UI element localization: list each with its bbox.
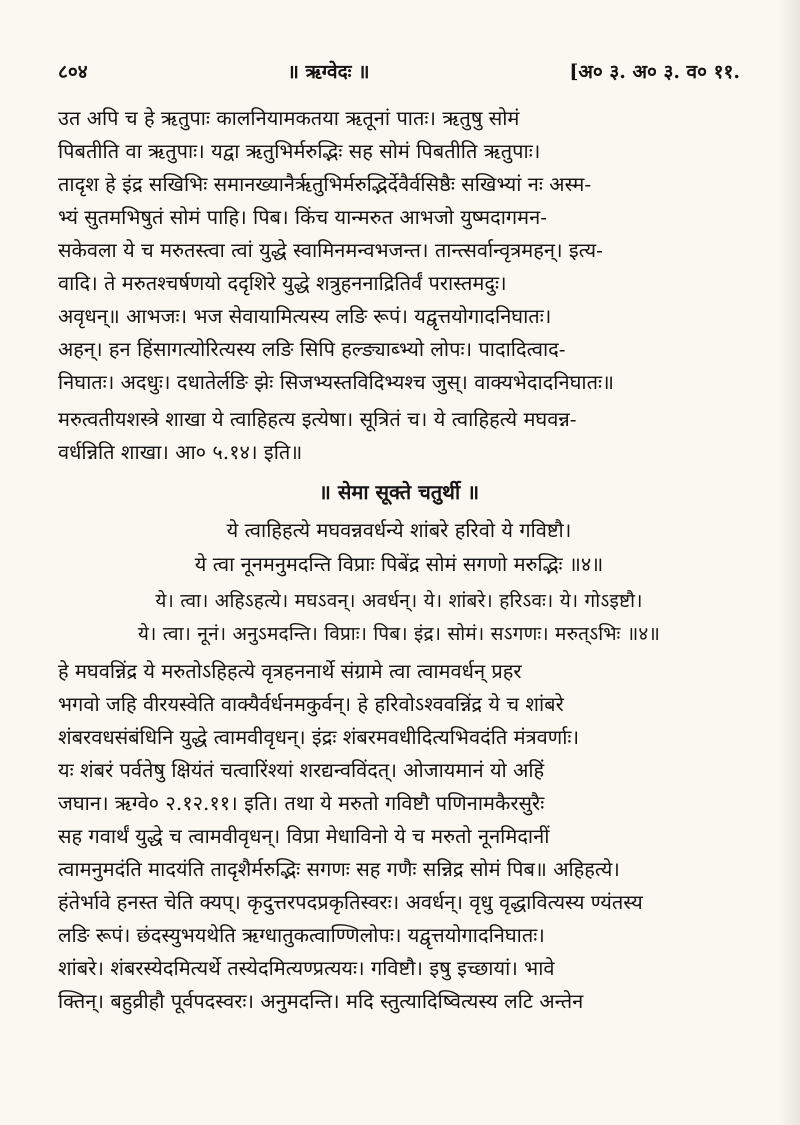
commentary-line: मरुत्वतीयशस्त्रे शाखा ये त्वाहिहत्य इत्येषा। सूत्रितं च। ये त्वाहिहत्ये मघवन्न- xyxy=(58,407,577,431)
commentary-line: त्वामनुमदंति मादयंति तादृशैर्मरुद्भिः सगणः सह गणैः सन्निद्र सोमं पिब॥ अहिहत्ये। xyxy=(58,857,620,881)
commentary-line: यः शंबरं पर्वतेषु क्षियंतं चत्वारिंश्यां शरद्यन्वविंदत्। ओजायमानं यो अहिं xyxy=(58,758,545,782)
commentary-line: पिबतीति वा ऋतुपाः। यद्वा ऋतुभिर्मरुद्भिः सह सोमं पिबतीति ऋतुपाः। xyxy=(58,139,541,163)
commentary-line: हे मघवन्निंद्र ये मरुतोऽहिहत्ये वृत्रहननार्थे संग्रामे त्वा त्वामवर्धन् प्रहर xyxy=(58,659,522,683)
commentary-line: अहन्। हन हिंसागत्योरित्यस्य लङि सिपि हल्ङ्याब्भ्यो लोपः। पादादित्वाद- xyxy=(58,337,566,361)
hymn-title: ॥ सेमा सूक्ते चतुर्थी ॥ xyxy=(318,480,480,504)
page-number: ८०४ xyxy=(58,61,88,83)
commentary-top xyxy=(58,102,740,399)
commentary-line: शंबरवधसंबंधिनि युद्धे त्वामवीवृधन्। इंद्रः शंबरमवधीदित्यभिवदंति मंत्रवर्णाः। xyxy=(58,725,580,749)
running-title: ॥ ऋग्वेदः ॥ xyxy=(287,61,370,83)
commentary-line: जघान। ऋग्वे० २.१२.११। इति। तथा ये मरुतो गविष्टौ पणिनामकैरसुरैः xyxy=(58,791,545,815)
padapatha-line: ये। त्वा। अहिऽहत्ये। मघऽवन्। अवर्धन्। ये। शांबरे। हरिऽवः। ये। गोऽइष्टौ। xyxy=(155,590,643,612)
commentary-line: भ्यं सुतमभिषुतं सोमं पाहि। पिब। किंच यान्मरुत आभजो युष्मदागमन- xyxy=(58,205,547,229)
commentary-line: सह गवार्थं युद्धे च त्वामवीवृधन्। विप्रा मेधाविनो ये च मरुतो नूनमिदानीं xyxy=(58,824,550,848)
commentary-line: हंतेर्भावे हनस्त चेति क्यप्। कृदुत्तरपदप्रकृतिस्वरः। अवर्धन्। वृधु वृद्धावित्यस्य ण्यंतस्य xyxy=(58,890,643,914)
commentary-line: लङि रूपं। छंदस्युभयथेति ऋग्धातुकत्वाण्णिलोपः। यद्वृत्तयोगादनिघातः। xyxy=(58,923,545,947)
commentary-line: वादि। ते मरुतश्चर्षणयो ददृशिरे युद्धे शत्रुहननाद्रितिर्वं परास्तमदुः। xyxy=(58,271,507,295)
commentary-bottom xyxy=(58,655,740,1018)
commentary-line: भगवो जहि वीरयस्वेति वाक्यैर्वर्धनमकुर्वन्। हे हरिवोऽश्ववन्निंद्र ये च शांबरे xyxy=(58,692,564,716)
commentary-line: वर्धन्निति शाखा। आ० ५.१४। इति॥ xyxy=(58,440,303,464)
commentary-line: अवृधन्॥ आभजः। भज सेवायामित्यस्य लङि रूपं। यद्वृत्तयोगादनिघातः। xyxy=(58,304,552,328)
padapatha-block xyxy=(58,585,740,651)
commentary-line: तादृश हे इंद्र सखिभिः समानख्यानैर्ऋतुभिर्मरुद्भिर्देवैर्वसिष्ठैः सखिभ्यां नः अस्म- xyxy=(58,172,592,196)
commentary-middle xyxy=(58,403,740,469)
page-edge-shadow xyxy=(778,0,800,1125)
verse-block xyxy=(58,513,740,581)
verse-line: ये त्वाहिहत्ये मघवन्नवर्धन्ये शांबरे हरिवो ये गविष्टौ। xyxy=(226,518,572,542)
verse-line: ये त्वा नूनमनुमदन्ति विप्राः पिबेंद्र सोमं सगणो मरुद्भिः ॥४॥ xyxy=(194,552,604,576)
commentary-line: क्तिन्। बहुव्रीहौ पूर्वपदस्वरः। अनुमदन्ति। मदि स्तुत्यादिष्वित्यस्य लटि अन्तेन xyxy=(58,989,584,1013)
commentary-line: सकेवला ये च मरुतस्त्वा त्वां युद्धे स्वामिनमन्वभजन्त। तान्त्सर्वान्वृत्रमहन्। इत्य- xyxy=(58,238,603,262)
commentary-line: शांबरे। शंबरस्येदमित्यर्थे तस्येदमित्यण्प्रत्ययः। गविष्टौ। इषु इच्छायां। भावे xyxy=(58,956,555,980)
commentary-line: उत अपि च हे ऋतुपाः कालनियामकतया ऋतूनां पातः। ऋतुषु सोमं xyxy=(58,106,520,130)
page-header xyxy=(58,58,740,84)
section-reference: [अ० ३. अ० ३. व० ११. xyxy=(569,61,740,83)
commentary-line: निघातः। अदधुः। दधातेर्लङि झेः सिजभ्यस्तविदिभ्यश्च जुस्। वाक्यभेदादनिघातः॥ xyxy=(58,370,614,394)
padapatha-line: ये। त्वा। नूनं। अनुऽमदन्ति। विप्राः। पिब। इंद्र। सोमं। सऽगणः। मरुत्ऽभिः ॥४॥ xyxy=(137,623,661,645)
